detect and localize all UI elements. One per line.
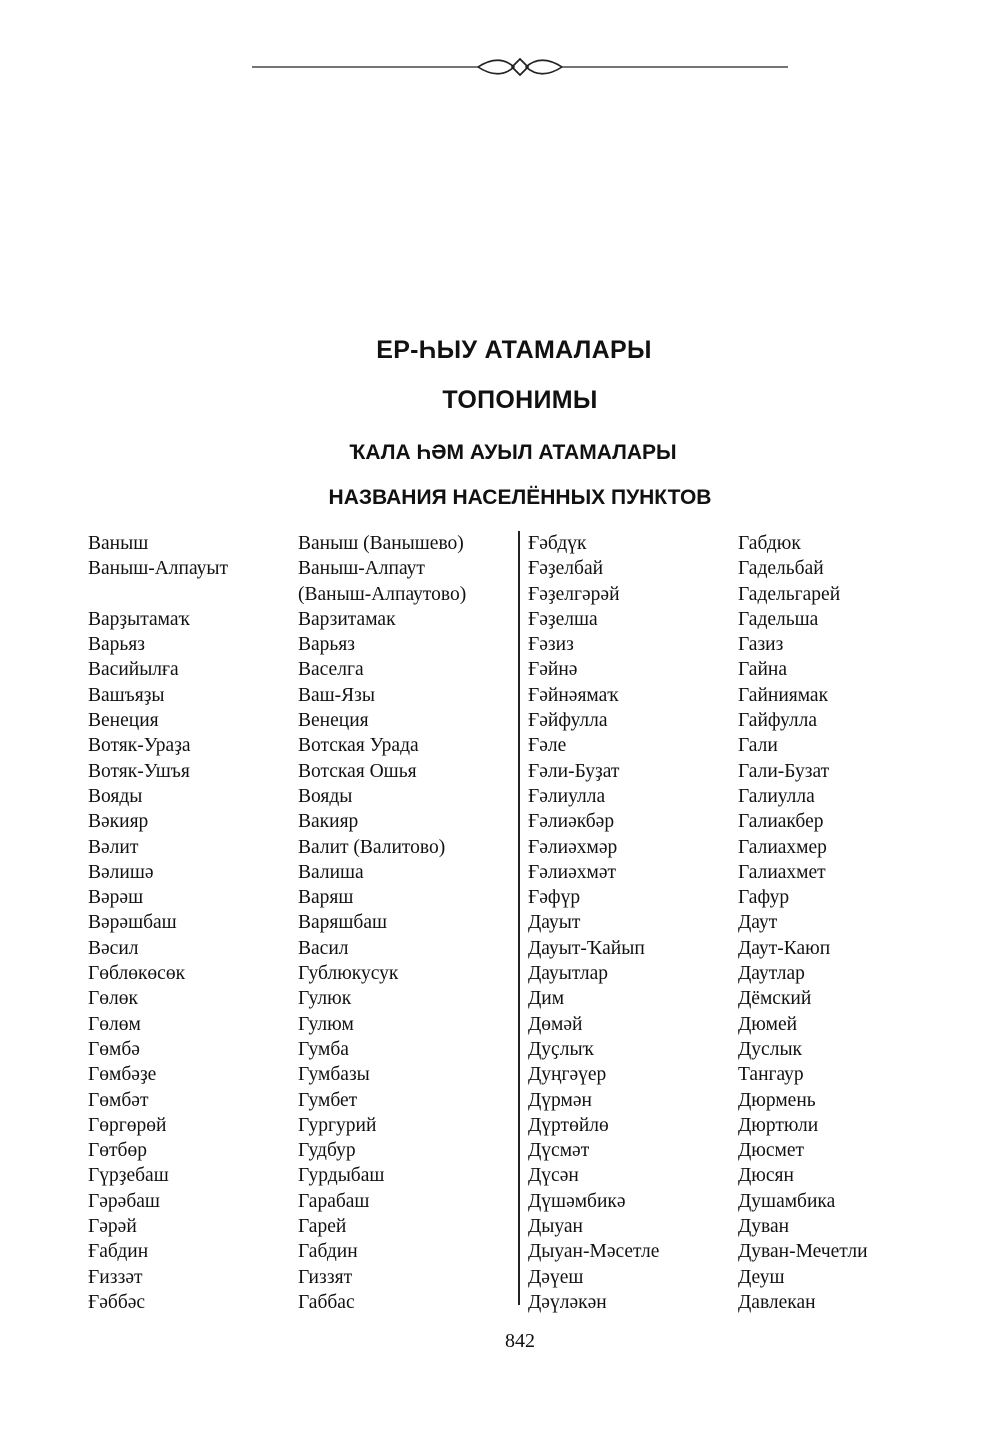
toponym-entry: Гөмбә: [88, 1038, 140, 1060]
toponym-entry: Галиакбер: [738, 811, 824, 833]
toponym-entry: Ғәббәс: [88, 1291, 146, 1313]
right-russian-column: [738, 531, 868, 1315]
toponym-entry: Гафур: [738, 887, 790, 909]
toponym-entry: Даутлар: [738, 963, 805, 985]
toponym-entry: Дуван-Мечетли: [738, 1241, 868, 1263]
toponym-entry: Гублюкусук: [298, 963, 399, 985]
toponym-entry: Ғәҙелбай: [528, 558, 604, 580]
toponym-entry: Вәсил: [88, 937, 139, 959]
toponym-entry: Варьяз: [88, 634, 145, 656]
toponym-entry: Гәрәбаш: [88, 1190, 160, 1212]
toponym-entry: Гадельгарей: [738, 583, 841, 605]
toponym-entry: Вәлишә: [88, 861, 154, 883]
toponym-entry: Ғәйнә: [528, 659, 578, 681]
toponym-entry: Гөмбәт: [88, 1089, 149, 1111]
toponym-entry: Гудбур: [298, 1140, 356, 1162]
toponym-entry: Венеция: [88, 710, 159, 732]
toponym-entry: Гадельша: [738, 608, 819, 630]
toponym-entry: Вәрәшбаш: [88, 912, 177, 934]
toponym-entry: Вәрәш: [88, 887, 144, 909]
left-russian-column: [298, 531, 466, 1315]
toponym-entry: Васийылға: [88, 659, 179, 681]
toponym-entry: Ғәҙелша: [528, 608, 598, 630]
toponym-entry: Дюрмень: [738, 1089, 816, 1111]
toponym-entry: Вашъяҙы: [88, 684, 165, 706]
toponym-entry: Ғабдин: [88, 1241, 149, 1263]
toponym-entry: Галиулла: [738, 785, 815, 807]
toponym-entry: [88, 582, 228, 607]
toponym-entry: Ваныш (Ванышево): [298, 533, 464, 554]
toponym-entry: Габбас: [298, 1291, 355, 1313]
toponym-entry: Ғәҙелгәрәй: [528, 583, 620, 605]
toponym-entry: Дүрмән: [528, 1089, 592, 1111]
page-number: 842: [505, 1330, 535, 1352]
toponym-entry: Дүсән: [528, 1165, 579, 1187]
toponym-entry: Галиахмер: [738, 836, 827, 858]
toponym-entry: Дөмәй: [528, 1013, 583, 1035]
toponym-entry: Дуван: [738, 1216, 790, 1238]
toponym-entry: Дыуан: [528, 1216, 583, 1238]
toponym-entry: Варяшбаш: [298, 912, 387, 934]
toponym-entry: Варзитамак: [298, 608, 396, 630]
toponym-entry: Дүртөйлө: [528, 1114, 609, 1136]
column-divider: [518, 531, 520, 1305]
toponym-entry: Ваш-Язы: [298, 684, 375, 706]
toponym-entry: Гургурий: [298, 1114, 377, 1136]
toponym-entry: Гарей: [298, 1216, 347, 1238]
toponym-entry: Ғәлиәкбәр: [528, 811, 615, 833]
toponym-entry: Гайфулла: [738, 710, 818, 732]
toponym-entry: Дүсмәт: [528, 1140, 590, 1162]
toponym-entry: Габдюк: [738, 533, 801, 554]
toponym-entry: Дыуан-Мәсетле: [528, 1241, 660, 1263]
toponym-entry: Варяш: [298, 887, 354, 909]
toponym-entry: Вояды: [298, 785, 353, 807]
toponym-entry: Дюсян: [738, 1165, 794, 1187]
toponym-entry: Вотская Ошья: [298, 760, 417, 782]
toponym-entry: Гайна: [738, 659, 787, 681]
toponym-entry: Васелга: [298, 659, 364, 681]
toponym-entry: Газиз: [738, 634, 784, 656]
toponym-entry: Дуҫлыҡ: [528, 1038, 594, 1060]
toponym-entry: Венеция: [298, 710, 369, 732]
toponym-entry: Гәрәй: [88, 1216, 137, 1238]
toponym-entry: Дюмей: [738, 1013, 798, 1035]
toponym-entry: Даут: [738, 912, 778, 934]
toponym-entry: Гали-Бузат: [738, 760, 830, 782]
toponym-entry: Дим: [528, 988, 565, 1010]
toponym-entry: Ваныш-Алпауыт: [88, 558, 228, 580]
toponym-entry: Гөргөрөй: [88, 1114, 167, 1136]
toponym-entry: Даут-Каюп: [738, 937, 831, 959]
toponym-entry: Габдин: [298, 1241, 358, 1263]
toponym-entry: Дауыт-Ҡайып: [528, 937, 645, 959]
toponym-entry: Тангаур: [738, 1064, 804, 1086]
toponym-entry: Гадельбай: [738, 558, 824, 580]
toponym-entry: Ғәли-Буҙат: [528, 760, 620, 782]
toponym-entry: Дёмский: [738, 988, 812, 1010]
toponym-entry: Ваныш: [88, 533, 149, 554]
toponym-entry: Ғәлиулла: [528, 785, 606, 807]
toponym-entry: Душамбика: [738, 1190, 836, 1212]
toponym-entry: Гиззят: [298, 1266, 353, 1288]
toponym-entry: Дауытлар: [528, 963, 608, 985]
subtitle-bashkir: ҠАЛА ҺӘМ АУЫЛ АТАМАЛАРЫ: [349, 441, 677, 464]
toponym-entry: Ғәлиәхмәт: [528, 861, 617, 883]
toponym-entry: Валиша: [298, 861, 364, 883]
toponym-entry: Гөмбәҙе: [88, 1064, 157, 1086]
toponym-entry: Дюртюли: [738, 1114, 819, 1136]
toponym-entry: Дауыт: [528, 912, 581, 934]
toponym-entry: Гөлөк: [88, 988, 138, 1010]
toponym-entry: Вотяк-Ушъя: [88, 760, 190, 782]
toponym-entry: Гумбет: [298, 1089, 358, 1111]
ornament-divider: [252, 54, 788, 80]
toponym-entry: Дюсмет: [738, 1140, 805, 1162]
toponym-entry: Гөлөм: [88, 1013, 141, 1035]
toponym-entry: Давлекан: [738, 1291, 816, 1313]
toponym-entry: Гумба: [298, 1038, 349, 1060]
toponym-entry: Ғәфүр: [528, 887, 581, 909]
title-russian: ТОПОНИМЫ: [442, 386, 598, 414]
toponym-entry: Дәүләкән: [528, 1291, 607, 1313]
left-bashkir-column: [88, 531, 228, 1315]
toponym-entry: Дүшәмбикә: [528, 1190, 626, 1212]
right-bashkir-column: [528, 531, 659, 1315]
toponym-entry: Гумбазы: [298, 1064, 370, 1086]
toponym-entry: Вакияр: [298, 811, 359, 833]
toponym-entry: Ғәле: [528, 735, 567, 757]
toponym-entry: Гулюм: [298, 1013, 354, 1035]
toponym-entry: Деуш: [738, 1266, 785, 1288]
toponym-entry: Ғиззәт: [88, 1266, 143, 1288]
toponym-entry: Варьяз: [298, 634, 355, 656]
title-bashkir: ЕР-ҺЫУ АТАМАЛАРЫ: [376, 336, 652, 364]
toponym-entry: Дуңгәүер: [528, 1064, 607, 1086]
toponym-entry: Вотяк-Ураҙа: [88, 735, 191, 757]
toponym-entry: Гайниямак: [738, 684, 829, 706]
toponym-entry: Гарабаш: [298, 1190, 370, 1212]
toponym-entry: Галиахмет: [738, 861, 826, 883]
toponym-entry: Васил: [298, 937, 349, 959]
toponym-entry: Гөблөкөсөк: [88, 963, 186, 985]
toponym-entry: Ғәзиз: [528, 634, 574, 656]
toponym-entry: Гүрҙебаш: [88, 1165, 169, 1187]
toponym-entry: Ғәйфулла: [528, 710, 608, 732]
toponym-entry: Вотская Урада: [298, 735, 419, 757]
toponym-entry: Гурдыбаш: [298, 1165, 385, 1187]
toponym-entry: Валит (Валитово): [298, 836, 446, 858]
toponym-entry: Вояды: [88, 785, 143, 807]
toponym-entry: Вәкияр: [88, 811, 149, 833]
toponym-entry: Гулюк: [298, 988, 352, 1010]
toponym-entry: Вәлит: [88, 836, 139, 858]
toponym-entry: Ғәлиәхмәр: [528, 836, 618, 858]
toponym-entry: Ғәйнәямаҡ: [528, 684, 619, 706]
toponym-entry: Гали: [738, 735, 778, 757]
toponym-entry: Варҙытамаҡ: [88, 608, 190, 630]
toponym-entry: Гөтбөр: [88, 1140, 147, 1162]
toponym-entry: Дәүеш: [528, 1266, 584, 1288]
toponym-entry: Дуслык: [738, 1038, 803, 1060]
toponym-entry: Ғәбдүк: [528, 533, 587, 554]
toponym-entry: (Ваныш-Алпаутово): [298, 583, 467, 605]
toponym-entry: Ваныш-Алпаут: [298, 558, 425, 580]
subtitle-russian: НАЗВАНИЯ НАСЕЛЁННЫХ ПУНКТОВ: [328, 486, 712, 509]
